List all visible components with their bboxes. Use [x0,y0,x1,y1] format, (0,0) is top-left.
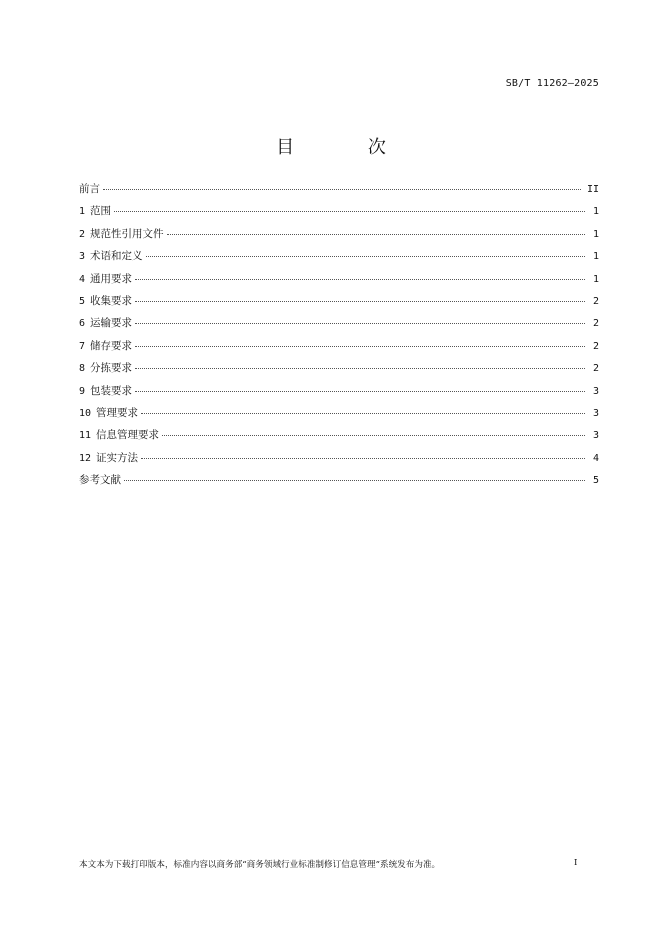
dot-leader [162,435,585,436]
toc-entry-label: 收集要求 [90,294,133,307]
dot-leader [135,391,585,392]
toc-entry-page: 3 [592,407,599,419]
dot-leader [135,301,585,302]
toc-entry-management-requirements[interactable] [79,402,599,424]
toc-entry-information-management-requirements[interactable] [79,424,599,446]
toc-entry-page: 2 [592,340,599,352]
toc-entry-label: 运输要求 [90,317,133,330]
dot-leader [146,256,585,257]
toc-entry-verification-methods[interactable] [79,447,599,469]
toc-entry-number: 9 [79,385,86,397]
toc-entry-general-requirements[interactable] [79,268,599,290]
toc-entry-label: 分拣要求 [90,362,133,375]
toc-title: 目 次 [276,137,420,158]
footer-note: 本文本为下载打印版本，标准内容以商务部“商务领域行业标准制修订信息管理”系统发布为准。 [79,860,441,870]
dot-leader [124,480,585,481]
dot-leader [135,368,585,369]
toc-entry-foreword[interactable] [79,178,599,200]
toc-entry-number: 4 [79,273,86,285]
toc-entry-label: 储存要求 [90,339,133,352]
toc-entry-number: 2 [79,228,86,240]
toc-entry-storage-requirements[interactable] [79,335,599,357]
toc-entry-number: 12 [79,452,92,464]
toc-entry-number: 10 [79,407,92,419]
footer-page-number: I [574,858,578,868]
toc-entry-number: 7 [79,340,86,352]
dot-leader [103,189,581,190]
toc-entry-label: 范围 [90,205,112,218]
toc-entry-normative-references[interactable] [79,223,599,245]
toc-entry-bibliography[interactable] [79,469,599,491]
toc-entry-label: 规范性引用文件 [90,227,164,240]
toc-entry-label: 包装要求 [90,384,133,397]
toc-entry-page: 1 [592,228,599,240]
toc-entry-page: 1 [592,251,599,263]
dot-leader [141,413,585,414]
toc-entry-page: 3 [592,385,599,397]
toc-entry-page: 3 [592,430,599,442]
toc-entry-page: II [586,184,599,195]
toc-entry-terms-definitions[interactable] [79,245,599,267]
document-code: SB/T 11262—2025 [505,78,599,89]
toc-entry-scope[interactable] [79,200,599,222]
toc-entry-packaging-requirements[interactable] [79,380,599,402]
dot-leader [141,458,585,459]
dot-leader [167,234,585,235]
toc-entry-label: 通用要求 [90,272,133,285]
toc-entry-page: 4 [592,452,599,464]
toc-entry-label: 术语和定义 [90,250,143,263]
dot-leader [135,323,585,324]
toc-entry-page: 5 [592,475,599,487]
toc-entry-label: 管理要求 [96,406,139,419]
toc-entry-page: 1 [592,273,599,285]
toc-entry-number: 11 [79,430,92,442]
toc-entry-label: 前言 [79,183,100,195]
toc-entry-label: 参考文献 [79,474,121,487]
toc-entry-transport-requirements[interactable] [79,312,599,334]
toc-entry-number: 3 [79,251,86,263]
dot-leader [135,346,585,347]
toc-entry-label: 证实方法 [96,451,139,464]
toc-entry-number: 1 [79,206,86,218]
toc-entry-page: 2 [592,318,599,330]
toc-entry-number: 6 [79,318,86,330]
dot-leader [114,211,585,212]
toc-entry-page: 2 [592,363,599,375]
toc-entry-page: 1 [592,206,599,218]
toc-entry-sorting-requirements[interactable] [79,357,599,379]
table-of-contents [79,178,599,491]
toc-entry-page: 2 [592,295,599,307]
toc-entry-collection-requirements[interactable] [79,290,599,312]
toc-entry-number: 8 [79,363,86,375]
toc-entry-label: 信息管理要求 [96,429,160,442]
dot-leader [135,279,585,280]
toc-entry-number: 5 [79,295,86,307]
